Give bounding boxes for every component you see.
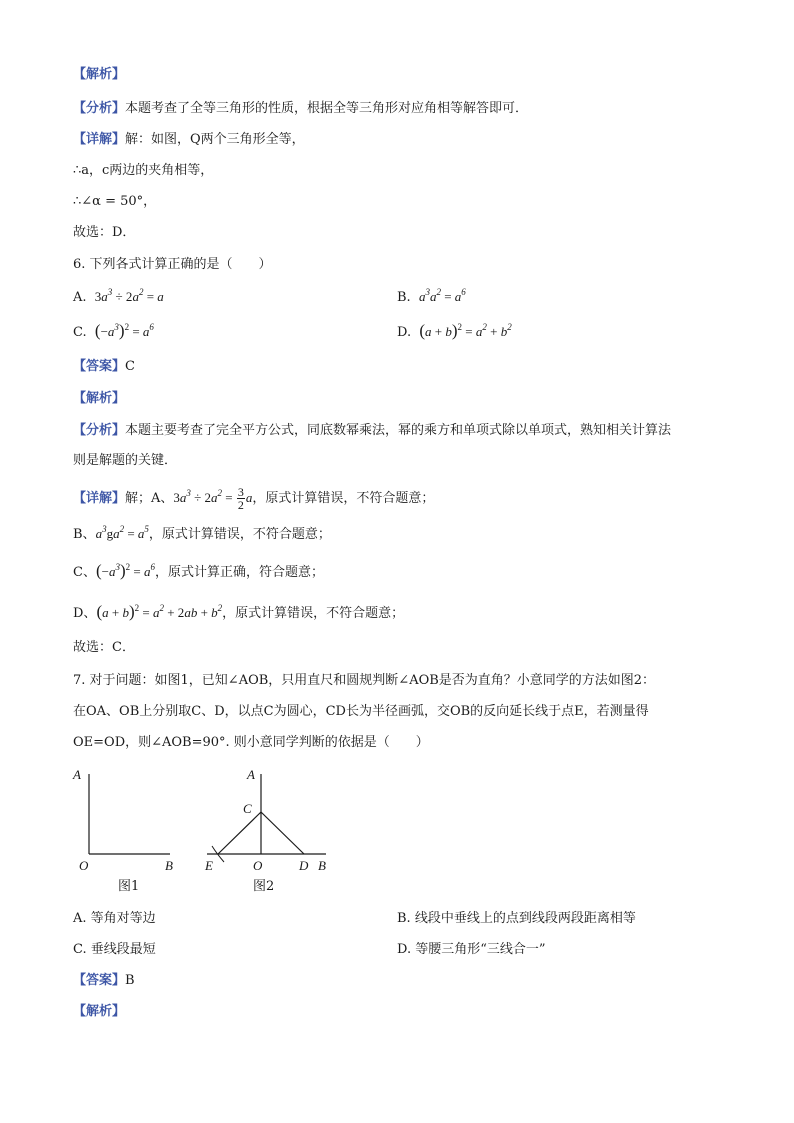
- analysis-text: 本题考查了全等三角形的性质，根据全等三角形对应角相等解答即可．: [125, 101, 529, 116]
- question-stem: 在OA、OB上分别取C、D，以点C为圆心，CD长为半径画弧，交OB的反向延长线于点E，若测量得: [73, 704, 649, 719]
- label-b: B: [165, 858, 173, 873]
- label-e: E: [205, 858, 213, 873]
- analysis-heading: 【解析】: [73, 1004, 126, 1019]
- analysis-line: 则是解题的关键．: [73, 453, 178, 468]
- label-c: C: [243, 801, 252, 816]
- reasoning-line: ∴a，c两边的夹角相等，: [73, 163, 214, 178]
- figure-1-caption: 图1: [118, 879, 140, 894]
- analysis-heading: 【解析】: [73, 391, 126, 406]
- answer-line: [73, 972, 135, 990]
- option-b: B. 线段中垂线上的点到线段两段距离相等: [397, 911, 636, 926]
- detail-line: D、$(a + b)^2 = a^2 + 2ab + b^2$，原式计算错误，不符合题意；: [73, 602, 405, 621]
- answer-value: B: [125, 973, 135, 988]
- analysis-text: 本题主要考查了完全平方公式，同底数幂乘法，幂的乘方和单项式除以单项式，熟知相关计算法: [125, 423, 672, 438]
- option-a: A. $3a^3 \div 2a^2 = a$: [73, 287, 164, 305]
- answer-value: C: [125, 359, 135, 374]
- option-d: D. $(a + b)^2 = a^2 + b^2$: [397, 321, 512, 340]
- detail-tag: 【详解】: [73, 132, 126, 147]
- option-b: B. $a^3a^2 = a^6$: [397, 287, 466, 305]
- detail-tag: 【详解】: [73, 491, 126, 506]
- detail-line: C、$(-a^3)^2 = a^6$，原式计算正确，符合题意；: [73, 561, 324, 580]
- choice-line: 故选：D．: [73, 225, 136, 240]
- answer-tag: 【答案】: [73, 359, 126, 374]
- label-o: O: [253, 858, 263, 873]
- answer-line: [73, 358, 135, 376]
- figure-1: [70, 762, 190, 897]
- label-a: A: [73, 767, 81, 782]
- detail-line: 【详解】解；A、$3a^3 \div 2a^2$ = $\frac{3}{2}$ a，原式计算错误，不符合题意；: [73, 485, 435, 512]
- reasoning-line: ∴∠α = 50°，: [73, 194, 157, 209]
- label-d: D: [299, 858, 309, 873]
- question-stem: 6. 下列各式计算正确的是（ ）: [73, 257, 272, 272]
- figure-2-caption: 图2: [253, 879, 275, 894]
- analysis-tag: 【分析】: [73, 423, 126, 438]
- choice-line: 故选：C．: [73, 640, 135, 655]
- label-a: A: [247, 767, 255, 782]
- detail-text: 解：如图，Q两个三角形全等，: [125, 132, 305, 147]
- figure-2: [198, 762, 338, 897]
- option-a: A. 等角对等边: [73, 911, 156, 926]
- label-o: O: [79, 858, 89, 873]
- detail-line: B、$a^3ga^2 = a^5$，原式计算错误，不符合题意；: [73, 524, 331, 542]
- option-c: C. 垂线段最短: [73, 942, 156, 957]
- option-d: D. 等腰三角形“三线合一”: [397, 942, 546, 957]
- detail-line: [73, 131, 305, 149]
- fraction: $\frac{3}{2}$: [237, 485, 244, 512]
- label-b: B: [318, 858, 326, 873]
- answer-tag: 【答案】: [73, 973, 126, 988]
- analysis-line: [73, 422, 671, 440]
- question-stem: OE=OD，则∠AOB=90°. 则小意同学判断的依据是（ ）: [73, 735, 429, 750]
- question-stem: 7. 对于问题：如图1，已知∠AOB，只用直尺和圆规判断∠AOB是否为直角？小意同学的方法如图2：: [73, 673, 656, 688]
- analysis-line: [73, 100, 528, 118]
- analysis-heading: 【解析】: [73, 67, 126, 82]
- analysis-tag: 【分析】: [73, 101, 126, 116]
- option-c: C. $(-a^3)^2 = a^6$: [73, 321, 154, 340]
